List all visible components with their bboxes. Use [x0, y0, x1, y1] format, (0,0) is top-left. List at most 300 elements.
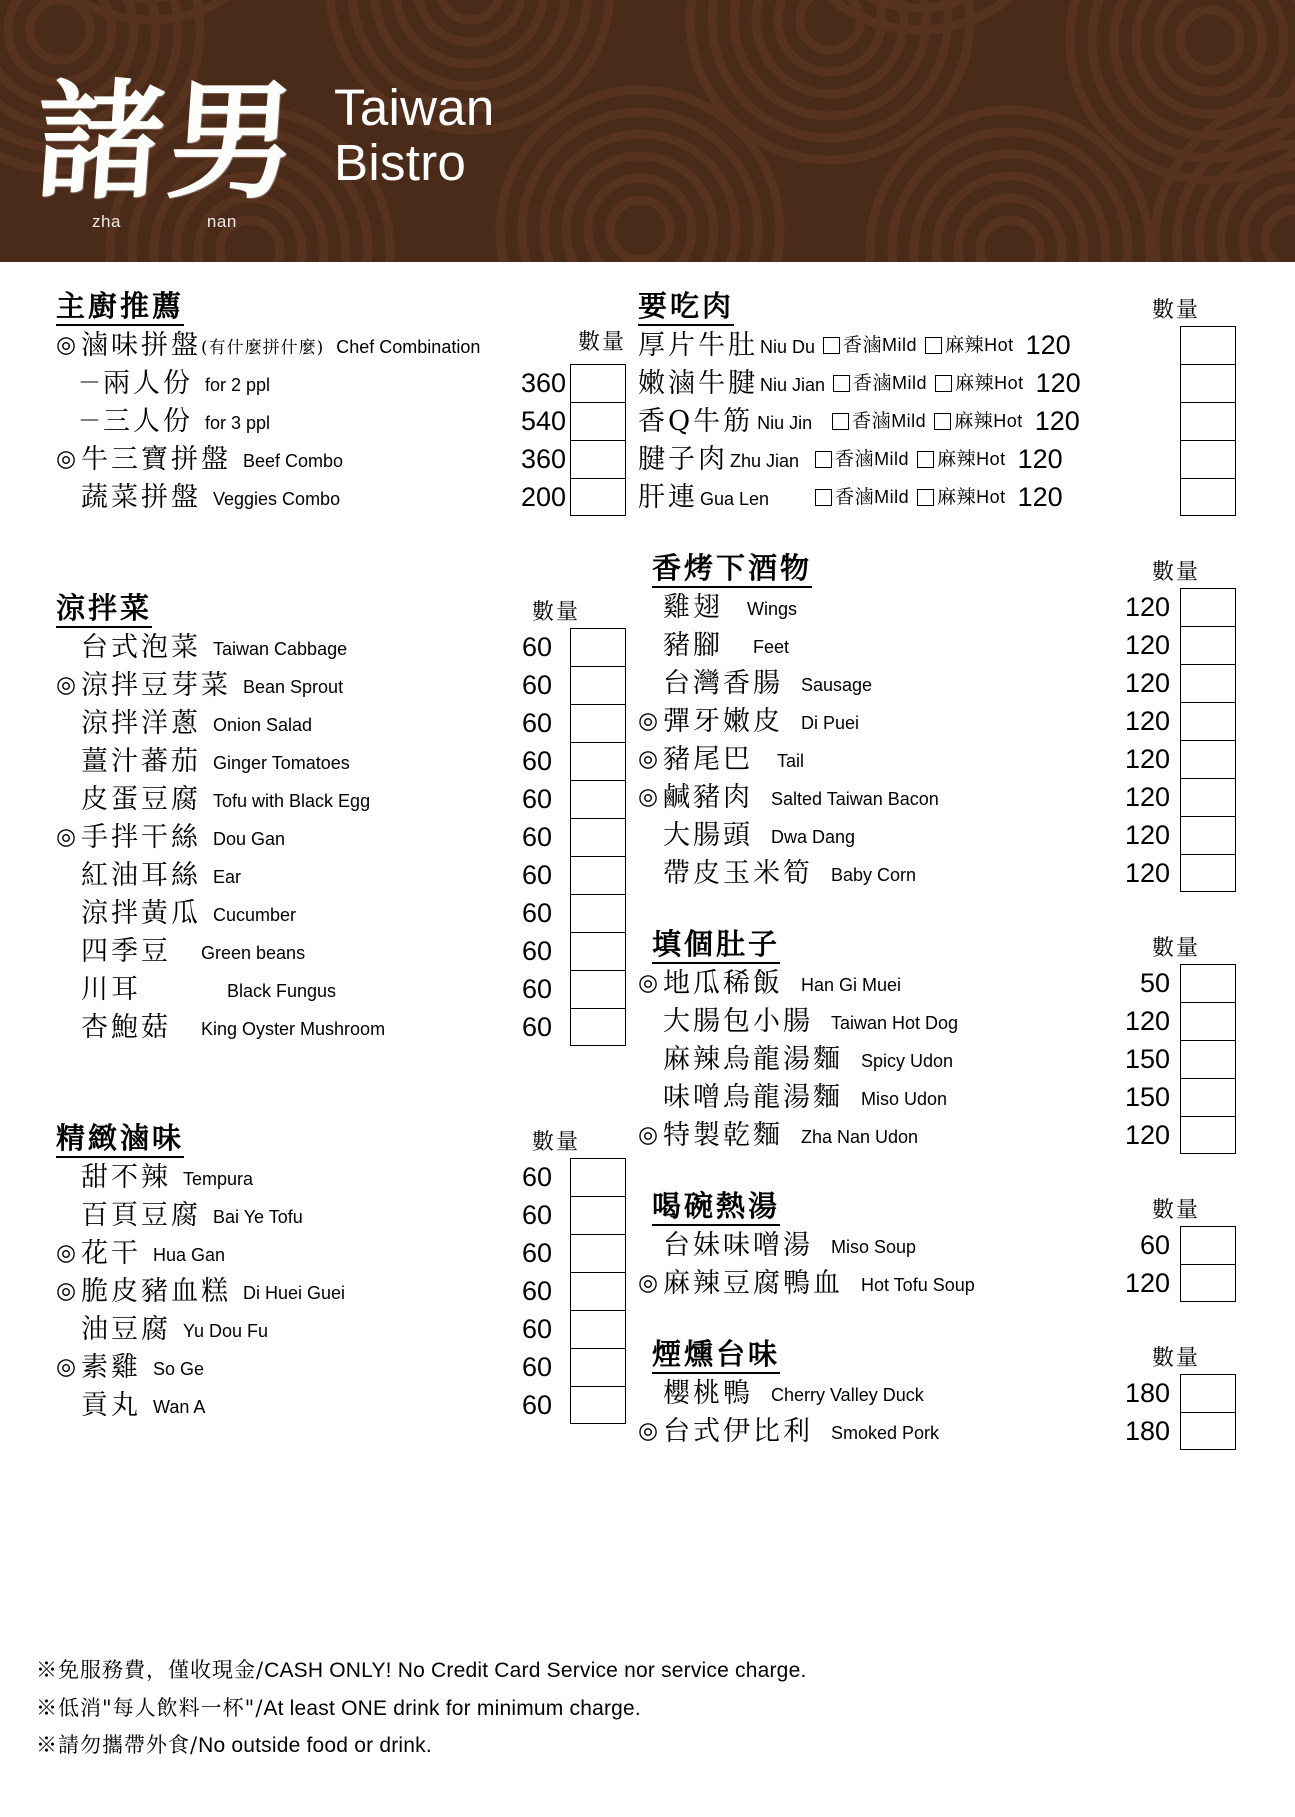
recommend-icon: ◎	[56, 1277, 77, 1304]
item-price: 60	[521, 669, 552, 700]
checkbox-mild[interactable]	[815, 489, 832, 506]
recommend-icon: ◎	[638, 1121, 659, 1148]
menu-row-niu-du[interactable]	[638, 326, 1238, 364]
item-name-cn: 滷味拼盤	[81, 329, 201, 361]
qty-box[interactable]	[1181, 365, 1235, 403]
footer-note-outside-food	[36, 1727, 1136, 1765]
item-name-cn: 帶皮玉米筍	[663, 857, 813, 889]
dash-icon: －	[78, 407, 101, 434]
spice-options[interactable]	[833, 371, 1032, 394]
item-name-cn: 杏鮑菇	[81, 1011, 171, 1043]
item-price: 150	[1124, 1043, 1170, 1074]
menu-row-hua-gan[interactable]	[56, 1234, 626, 1272]
item-name-cn: 蔬菜拼盤	[81, 481, 201, 513]
section-title-smoked: 煙燻台味	[652, 1339, 780, 1374]
menu-row-yu-dou-fu[interactable]	[56, 1310, 626, 1348]
item-name-cn: 甜不辣	[81, 1161, 171, 1193]
item-name-cn: 油豆腐	[81, 1313, 171, 1345]
item-name-en: Dou Gan	[213, 829, 286, 849]
checkbox-mild[interactable]	[832, 413, 849, 430]
spice-label-mild: 香滷Mild	[835, 447, 910, 470]
menu-row-baby-corn[interactable]	[638, 854, 1238, 892]
qty-box[interactable]	[1181, 1227, 1235, 1265]
item-price: 150	[1124, 1081, 1170, 1112]
item-name-cn: 手拌干絲	[81, 821, 201, 853]
qty-box[interactable]	[1181, 965, 1235, 1003]
item-price: 60	[521, 707, 552, 738]
item-name-en: Yu Dou Fu	[183, 1321, 269, 1341]
section-title-chef: 主廚推薦	[56, 291, 184, 326]
section-title-cold: 涼拌菜	[56, 593, 152, 628]
item-name-cn: 四季豆	[81, 935, 171, 967]
spice-label-mild: 香滷Mild	[835, 485, 910, 508]
item-name-cn: 肝連	[638, 481, 698, 513]
qty-box[interactable]	[571, 1159, 625, 1197]
item-name-cn: 鹹豬肉	[663, 781, 753, 813]
qty-box[interactable]	[571, 403, 625, 441]
qty-box[interactable]	[1181, 1079, 1235, 1117]
item-name-en: Miso Soup	[831, 1237, 917, 1257]
qty-box-group-meat[interactable]	[1180, 326, 1236, 516]
menu-row-king-oyster-mushroom[interactable]	[56, 1008, 626, 1046]
qty-box[interactable]	[1181, 441, 1235, 479]
item-price: 540	[520, 405, 566, 436]
qty-box[interactable]	[1181, 403, 1235, 441]
qty-box[interactable]	[1181, 1375, 1235, 1413]
menu-row-spicy-udon[interactable]	[638, 1040, 1238, 1078]
section-braised	[56, 1112, 626, 1424]
item-name-cn: 台妹味噌湯	[663, 1229, 813, 1261]
section-title-soup: 喝碗熱湯	[652, 1191, 780, 1226]
qty-box[interactable]	[571, 743, 625, 781]
item-name-cn: 台灣香腸	[663, 667, 783, 699]
item-name-en: for 3 ppl	[205, 413, 271, 433]
checkbox-hot[interactable]	[917, 489, 934, 506]
section-title-fill: 填個肚子	[652, 929, 780, 964]
item-name-cn: 皮蛋豆腐	[81, 783, 201, 815]
qty-box[interactable]	[1181, 627, 1235, 665]
qty-header-smoked: 數量	[1151, 1346, 1200, 1371]
checkbox-hot[interactable]	[935, 375, 952, 392]
item-name-cn: 嫩滷牛腱	[638, 367, 758, 399]
menu-row-bean-sprout[interactable]	[56, 666, 626, 704]
item-price: 120	[1124, 819, 1170, 850]
item-price: 120	[1124, 667, 1170, 698]
item-price: 60	[521, 935, 552, 966]
menu-row-feet[interactable]	[638, 626, 1238, 664]
qty-header-soup: 數量	[1151, 1198, 1200, 1223]
qty-box-group-chef[interactable]	[570, 364, 626, 516]
item-price: 60	[521, 1313, 552, 1344]
checkbox-mild[interactable]	[833, 375, 850, 392]
item-price: 120	[1124, 1267, 1170, 1298]
footer-note-outside-food-en: No outside food or drink.	[198, 1734, 432, 1758]
item-price: 360	[520, 367, 566, 398]
qty-box[interactable]	[1181, 589, 1235, 627]
item-price: 60	[521, 1237, 552, 1268]
item-name-en: Chef Combination	[336, 337, 481, 357]
qty-box[interactable]	[1181, 1003, 1235, 1041]
item-price: 120	[1017, 443, 1063, 474]
item-price: 120	[1124, 705, 1170, 736]
item-name-en: Bean Sprout	[243, 677, 344, 697]
item-name-en: Ear	[213, 867, 242, 887]
menu-row-hot-tofu-soup[interactable]	[638, 1264, 1238, 1302]
item-name-cn: 涼拌洋蔥	[81, 707, 201, 739]
menu-row-for-3-ppl[interactable]	[56, 402, 626, 440]
qty-header-cold: 數量	[531, 600, 580, 625]
menu-row-han-gi-muei[interactable]	[638, 964, 1238, 1002]
item-name-en: Taiwan Hot Dog	[831, 1013, 959, 1033]
item-name-cn: 雞翅	[663, 591, 723, 623]
qty-box[interactable]	[571, 441, 625, 479]
spice-label-hot: 麻辣Hot	[954, 409, 1023, 432]
item-name-cn: 豬腳	[663, 629, 723, 661]
menu-row-wan-a[interactable]	[56, 1386, 626, 1424]
item-price: 120	[1124, 743, 1170, 774]
qty-box[interactable]	[571, 781, 625, 819]
qty-box-group-braised[interactable]	[570, 1158, 626, 1424]
item-name-cn: 大腸包小腸	[663, 1005, 813, 1037]
item-name-en: Onion Salad	[213, 715, 313, 735]
qty-box[interactable]	[571, 1009, 625, 1047]
menu-row-taiwan-hot-dog[interactable]	[638, 1002, 1238, 1040]
qty-box-group-soup[interactable]	[1180, 1226, 1236, 1302]
qty-box[interactable]	[571, 1235, 625, 1273]
qty-box[interactable]	[1181, 1041, 1235, 1079]
qty-box[interactable]	[1181, 479, 1235, 517]
recommend-icon: ◎	[638, 1269, 659, 1296]
menu-content	[0, 262, 1295, 1454]
item-name-cn: 麻辣豆腐鴨血	[663, 1267, 843, 1299]
qty-box[interactable]	[571, 1273, 625, 1311]
menu-row-cucumber[interactable]	[56, 894, 626, 932]
qty-box[interactable]	[1181, 817, 1235, 855]
item-price: 120	[1035, 367, 1081, 398]
qty-box[interactable]	[571, 705, 625, 743]
recommend-icon: ◎	[638, 707, 659, 734]
spice-options[interactable]	[832, 409, 1031, 432]
menu-row-gua-len[interactable]	[638, 478, 1238, 516]
qty-box[interactable]	[571, 857, 625, 895]
item-name-en: Tofu with Black Egg	[213, 791, 371, 811]
qty-box-group-fill[interactable]	[1180, 964, 1236, 1154]
item-name-en: Dwa Dang	[771, 827, 856, 847]
footer-note-cash-cn: ※免服務費，僅收現金/	[36, 1657, 265, 1682]
logo-char-zha: 諸	[30, 67, 174, 217]
item-name-cn: 百頁豆腐	[81, 1199, 201, 1231]
menu-row-dou-gan[interactable]	[56, 818, 626, 856]
item-name-en: Wings	[747, 599, 798, 619]
menu-row-cherry-valley-duck[interactable]	[638, 1374, 1238, 1412]
item-name-cn: 特製乾麵	[663, 1119, 783, 1151]
recommend-icon: ◎	[56, 671, 77, 698]
footer-note-minimum-cn: ※低消"每人飲料一杯"/	[36, 1695, 264, 1720]
qty-box[interactable]	[1181, 779, 1235, 817]
item-name-en: Black Fungus	[227, 981, 337, 1001]
spice-options[interactable]	[823, 333, 1022, 356]
footer-note-minimum-en: At least ONE drink for minimum charge.	[263, 1696, 641, 1720]
spice-label-hot: 麻辣Hot	[945, 333, 1014, 356]
recommend-icon: ◎	[56, 823, 77, 850]
footer-note-cash	[36, 1652, 1136, 1690]
item-name-cn: 素雞	[81, 1351, 141, 1383]
dash-icon: －	[78, 369, 101, 396]
item-name-en: Hua Gan	[153, 1245, 226, 1265]
qty-header-grilled: 數量	[1151, 560, 1200, 585]
qty-box[interactable]	[571, 667, 625, 705]
checkbox-hot[interactable]	[917, 451, 934, 468]
item-price: 120	[1124, 857, 1170, 888]
item-name-en: Sausage	[801, 675, 873, 695]
menu-row-black-fungus[interactable]	[56, 970, 626, 1008]
qty-box[interactable]	[1181, 741, 1235, 779]
menu-row-chef-combination[interactable]	[56, 326, 626, 364]
qty-box[interactable]	[1181, 1117, 1235, 1155]
item-price: 120	[1034, 405, 1080, 436]
logo-char-nan: 男	[162, 67, 306, 217]
item-name-cn: 薑汁蕃茄	[81, 745, 201, 777]
qty-box-group-smoked[interactable]	[1180, 1374, 1236, 1450]
item-name-en: Niu Du	[760, 337, 816, 357]
item-name-cn: 三人份	[103, 405, 193, 437]
menu-row-salted-bacon[interactable]	[638, 778, 1238, 816]
item-name-cn: 台式伊比利	[663, 1415, 813, 1447]
recommend-icon: ◎	[56, 1353, 77, 1380]
menu-row-sausage[interactable]	[638, 664, 1238, 702]
item-name-en: Di Puei	[801, 713, 860, 733]
item-name-cn: 牛三寶拼盤	[81, 443, 231, 475]
item-price: 50	[1139, 967, 1170, 998]
item-price: 120	[1124, 781, 1170, 812]
item-name-en: Salted Taiwan Bacon	[771, 789, 939, 809]
recommend-icon: ◎	[638, 969, 659, 996]
item-name-en: Tempura	[183, 1169, 254, 1189]
item-name-en: Miso Udon	[861, 1089, 948, 1109]
menu-row-ear[interactable]	[56, 856, 626, 894]
qty-box[interactable]	[1181, 1265, 1235, 1303]
item-name-cn: 香Q牛筋	[638, 405, 754, 437]
title-line-taiwan: Taiwan	[334, 78, 495, 136]
item-price: 60	[521, 1199, 552, 1230]
menu-row-wings[interactable]	[638, 588, 1238, 626]
recommend-icon: ◎	[56, 445, 77, 472]
item-name-cn: 貢丸	[81, 1389, 141, 1421]
qty-box[interactable]	[571, 971, 625, 1009]
menu-row-tofu-black-egg[interactable]	[56, 780, 626, 818]
left-column	[26, 280, 626, 1454]
romaji-zha: zha	[92, 212, 121, 231]
item-price: 120	[1124, 629, 1170, 660]
item-name-en: Green beans	[201, 943, 306, 963]
item-name-cn: 厚片牛肚	[638, 329, 758, 361]
item-name-cn: 脆皮豬血糕	[81, 1275, 231, 1307]
item-name-cn: 地瓜稀飯	[663, 967, 783, 999]
item-name-cn: 台式泡菜	[81, 631, 201, 663]
item-name-en: Bai Ye Tofu	[213, 1207, 303, 1227]
menu-row-dwa-dang[interactable]	[638, 816, 1238, 854]
qty-box[interactable]	[571, 895, 625, 933]
item-name-cn: 大腸頭	[663, 819, 753, 851]
item-name-en: So Ge	[153, 1359, 205, 1379]
item-name-en: Ginger Tomatoes	[213, 753, 350, 773]
item-name-en: Han Gi Muei	[801, 975, 902, 995]
item-price: 60	[521, 1389, 552, 1420]
recommend-icon: ◎	[56, 331, 77, 358]
checkbox-hot[interactable]	[925, 337, 942, 354]
item-name-en: Hot Tofu Soup	[861, 1275, 975, 1295]
item-name-cn: 腱子肉	[638, 443, 728, 475]
menu-row-tail[interactable]	[638, 740, 1238, 778]
section-grilled	[638, 542, 1238, 892]
section-title-braised: 精緻滷味	[56, 1123, 184, 1158]
menu-row-veggies-combo[interactable]	[56, 478, 626, 516]
section-title-grilled: 香烤下酒物	[652, 553, 812, 588]
item-name-en: Niu Jin	[757, 413, 813, 433]
item-name-en: Feet	[753, 637, 790, 657]
item-name-en: King Oyster Mushroom	[201, 1019, 386, 1039]
item-name-en: Baby Corn	[831, 865, 917, 885]
checkbox-mild[interactable]	[815, 451, 832, 468]
menu-row-beef-combo[interactable]	[56, 440, 626, 478]
qty-box[interactable]	[1181, 703, 1235, 741]
item-name-en: Spicy Udon	[861, 1051, 954, 1071]
section-chef-recommend	[56, 280, 626, 516]
spice-label-hot: 麻辣Hot	[937, 447, 1006, 470]
item-price: 180	[1124, 1415, 1170, 1446]
menu-row-so-ge[interactable]	[56, 1348, 626, 1386]
item-price: 60	[521, 897, 552, 928]
spice-label-mild: 香滷Mild	[852, 409, 927, 432]
item-name-en: Zhu Jian	[730, 451, 800, 471]
menu-row-zha-nan-udon[interactable]	[638, 1116, 1238, 1154]
item-name-cn: 味噌烏龍湯麵	[663, 1081, 843, 1113]
qty-box[interactable]	[571, 479, 625, 517]
menu-row-di-huei-guei[interactable]	[56, 1272, 626, 1310]
recommend-icon: ◎	[638, 745, 659, 772]
qty-box[interactable]	[571, 819, 625, 857]
menu-row-niu-jian[interactable]	[638, 364, 1238, 402]
menu-row-di-puei[interactable]	[638, 702, 1238, 740]
item-name-en: Taiwan Cabbage	[213, 639, 348, 659]
item-name-en: Beef Combo	[243, 451, 344, 471]
footer-note-minimum	[36, 1690, 1136, 1728]
menu-row-zhu-jian[interactable]	[638, 440, 1238, 478]
qty-box[interactable]	[571, 1311, 625, 1349]
spice-options[interactable]	[815, 447, 1014, 470]
qty-box[interactable]	[571, 365, 625, 403]
qty-box[interactable]	[571, 1387, 625, 1425]
item-name-en: Cucumber	[213, 905, 297, 925]
item-price: 120	[1017, 481, 1063, 512]
restaurant-logo	[30, 67, 306, 231]
item-price: 60	[521, 1161, 552, 1192]
menu-row-miso-udon[interactable]	[638, 1078, 1238, 1116]
item-name-cn: 涼拌黃瓜	[81, 897, 201, 929]
menu-row-green-beans[interactable]	[56, 932, 626, 970]
qty-header-fill: 數量	[1151, 936, 1200, 961]
item-name-en: Zha Nan Udon	[801, 1127, 919, 1147]
menu-row-bai-ye-tofu[interactable]	[56, 1196, 626, 1234]
section-meat	[638, 280, 1238, 516]
item-name-cn: 豬尾巴	[663, 743, 753, 775]
item-price: 60	[521, 631, 552, 662]
item-name-en: Veggies Combo	[213, 489, 341, 509]
item-price: 60	[521, 821, 552, 852]
item-name-cn: 涼拌豆芽菜	[81, 669, 231, 701]
item-price: 60	[521, 745, 552, 776]
item-price: 60	[521, 1275, 552, 1306]
menu-row-tempura[interactable]	[56, 1158, 626, 1196]
qty-box-group-cold[interactable]	[570, 628, 626, 1046]
item-price: 60	[521, 973, 552, 1004]
item-name-cn: 川耳	[81, 973, 141, 1005]
spice-label-hot: 麻辣Hot	[955, 371, 1024, 394]
spice-label-hot: 麻辣Hot	[937, 485, 1006, 508]
item-price: 60	[521, 1011, 552, 1042]
qty-box[interactable]	[1181, 1413, 1235, 1451]
item-note-cn: (有什麼拼什麼)	[201, 337, 325, 358]
qty-box[interactable]	[571, 629, 625, 667]
item-name-en: for 2 ppl	[205, 375, 271, 395]
menu-row-ginger-tomatoes[interactable]	[56, 742, 626, 780]
item-name-cn: 兩人份	[103, 367, 193, 399]
item-price: 180	[1124, 1377, 1170, 1408]
menu-row-for-2-ppl[interactable]	[56, 364, 626, 402]
menu-row-smoked-pork[interactable]	[638, 1412, 1238, 1450]
footer-note-cash-en: CASH ONLY! No Credit Card Service nor service charge.	[264, 1658, 807, 1682]
item-name-cn: 麻辣烏龍湯麵	[663, 1043, 843, 1075]
menu-row-niu-jin[interactable]	[638, 402, 1238, 440]
title-line-bistro: Bistro	[334, 133, 467, 191]
qty-box[interactable]	[571, 1349, 625, 1387]
footer-note-outside-food-cn: ※請勿攜帶外食/	[36, 1733, 199, 1758]
checkbox-mild[interactable]	[823, 337, 840, 354]
section-title-meat: 要吃肉	[638, 291, 734, 326]
recommend-icon: ◎	[638, 1417, 659, 1444]
item-name-en: Gua Len	[700, 489, 770, 509]
right-column	[626, 280, 1238, 1454]
qty-box[interactable]	[1181, 327, 1235, 365]
item-price: 200	[520, 481, 566, 512]
item-price: 120	[1025, 329, 1071, 360]
checkbox-hot[interactable]	[934, 413, 951, 430]
section-soup	[638, 1180, 1238, 1302]
item-price: 120	[1124, 1119, 1170, 1150]
qty-header-chef: 數量	[577, 330, 626, 355]
qty-box[interactable]	[1181, 855, 1235, 893]
item-name-cn: 彈牙嫩皮	[663, 705, 783, 737]
menu-row-miso-soup[interactable]	[638, 1226, 1238, 1264]
qty-box[interactable]	[571, 1197, 625, 1235]
recommend-icon: ◎	[638, 783, 659, 810]
qty-header-meat: 數量	[1151, 298, 1200, 323]
menu-row-onion-salad[interactable]	[56, 704, 626, 742]
qty-box[interactable]	[1181, 665, 1235, 703]
item-name-cn: 花干	[81, 1237, 141, 1269]
item-price: 120	[1124, 1005, 1170, 1036]
item-price: 60	[521, 1351, 552, 1382]
qty-box-group-grilled[interactable]	[1180, 588, 1236, 892]
section-cold-dishes	[56, 582, 626, 1046]
qty-box[interactable]	[571, 933, 625, 971]
spice-options[interactable]	[815, 485, 1014, 508]
item-name-en: Tail	[777, 751, 805, 771]
romaji-nan: nan	[206, 212, 237, 231]
item-name-en: Wan A	[153, 1397, 206, 1417]
menu-row-taiwan-cabbage[interactable]	[56, 628, 626, 666]
item-name-cn: 櫻桃鴨	[663, 1377, 753, 1409]
